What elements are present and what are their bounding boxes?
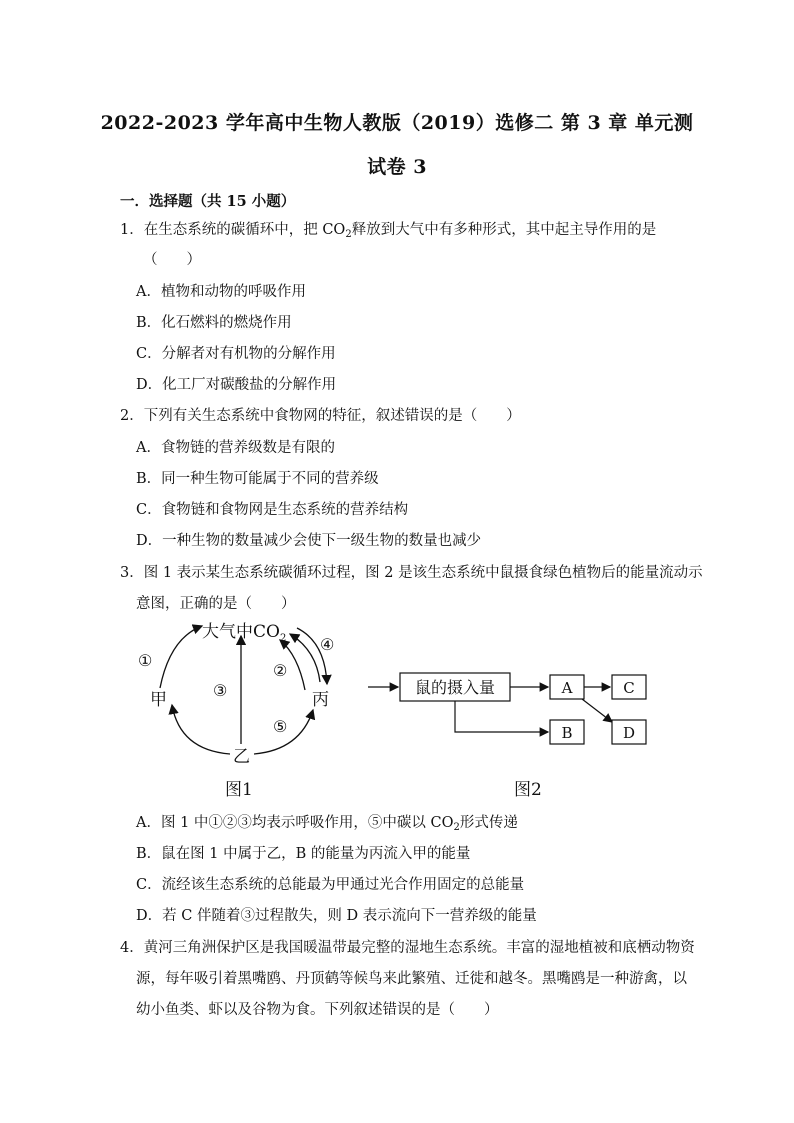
q3-option-a-subscript: 2 (453, 822, 460, 833)
arrow-to-d (582, 699, 612, 722)
arrow-to-b (455, 701, 548, 732)
q3-option-a-text: A．图 1 中①②③均表示呼吸作用，⑤中碳以 CO (136, 815, 454, 831)
energy-flow-diagram (368, 673, 646, 800)
q2-option-b[interactable]: B．同一种生物可能属于不同的营养级 (136, 471, 379, 487)
q2-option-c[interactable]: C．食物链和食物网是生态系统的营养结构 (136, 502, 409, 518)
q1-stem-text-2: 释放到大气中有多种形式，其中起主导作用的是 (351, 222, 657, 238)
arrow-yi-to-jia (172, 705, 230, 754)
q3-stem: 3．图 1 表示某生态系统碳循环过程，图 2 是该生态系统中鼠摄食绿色植物后的能量流动示 (120, 565, 703, 581)
q2-option-a[interactable]: A．食物链的营养级数是有限的 (136, 440, 335, 456)
figure1-caption: 图1 (225, 780, 253, 800)
q3-option-d[interactable]: D．若 C 伴随着③过程散失，则 D 表示流向下一营养级的能量 (136, 908, 537, 924)
box-d-label: D (622, 724, 636, 742)
node-yi: 乙 (233, 747, 250, 767)
document-title-line2: 试卷 3 (367, 156, 427, 178)
q3-option-c[interactable]: C．流经该生态系统的总能最为甲通过光合作用固定的总能量 (136, 877, 525, 893)
q3-option-a[interactable] (136, 811, 518, 833)
q4-stem-line3: 幼小鱼类、虾以及谷物为食。下列叙述错误的是（ ） (136, 1002, 499, 1018)
q1-stem-line2: （ ） (143, 252, 201, 268)
carbon-cycle-diagram (138, 622, 334, 800)
box-c-label: C (623, 679, 635, 697)
q1-stem-text: 1．在生态系统的碳循环中，把 CO (120, 222, 346, 238)
q3-stem-line2: 意图，正确的是（ ） (136, 596, 296, 612)
box-mouse-intake-label: 鼠的摄入量 (414, 678, 496, 697)
marker-4: ④ (320, 635, 335, 654)
marker-3: ③ (213, 681, 228, 700)
q1-subscript: 2 (345, 229, 352, 240)
q4-stem-line2: 源，每年吸引着黑嘴鸥、丹顶鹤等候鸟来此繁殖、迁徙和越冬。黑嘴鸥是一种游禽，以 (136, 971, 687, 987)
q1-option-d[interactable]: D．化工厂对碳酸盐的分解作用 (136, 377, 337, 393)
marker-2: ② (273, 661, 288, 680)
marker-1: ① (138, 651, 153, 670)
document-title-line1: 2022-2023 学年高中生物人教版（2019）选修二 第 3 章 单元测 (100, 112, 694, 134)
q3-option-a-text-2: 形式传递 (459, 815, 518, 831)
section-heading: 一．选择题（共 15 小题） (120, 193, 296, 210)
node-bing: 丙 (312, 690, 329, 710)
q1-option-a[interactable]: A．植物和动物的呼吸作用 (136, 284, 306, 300)
box-b-label: B (561, 724, 573, 742)
q1-option-c[interactable]: C．分解者对有机物的分解作用 (136, 346, 336, 362)
figure2-caption: 图2 (514, 780, 542, 800)
q2-stem: 2．下列有关生态系统中食物网的特征，叙述错误的是（ ） (120, 408, 521, 424)
node-atmosphere-co2: 大气中$CO_2$ (202, 622, 287, 644)
q1-stem (120, 218, 656, 240)
box-a-label: A (561, 679, 573, 697)
node-jia: 甲 (150, 690, 167, 710)
q1-option-b[interactable]: B．化石燃料的燃烧作用 (136, 315, 292, 331)
arrow-1 (160, 626, 202, 688)
q3-option-b[interactable]: B．鼠在图 1 中属于乙，B 的能量为丙流入甲的能量 (136, 846, 471, 862)
q4-stem: 4．黄河三角洲保护区是我国暖温带最完整的湿地生态系统。丰富的湿地植被和底栖动物资 (120, 940, 695, 956)
q2-option-d[interactable]: D．一种生物的数量减少会使下一级生物的数量也减少 (136, 533, 482, 549)
marker-5: ⑤ (273, 717, 288, 736)
q3-figure (130, 610, 670, 805)
